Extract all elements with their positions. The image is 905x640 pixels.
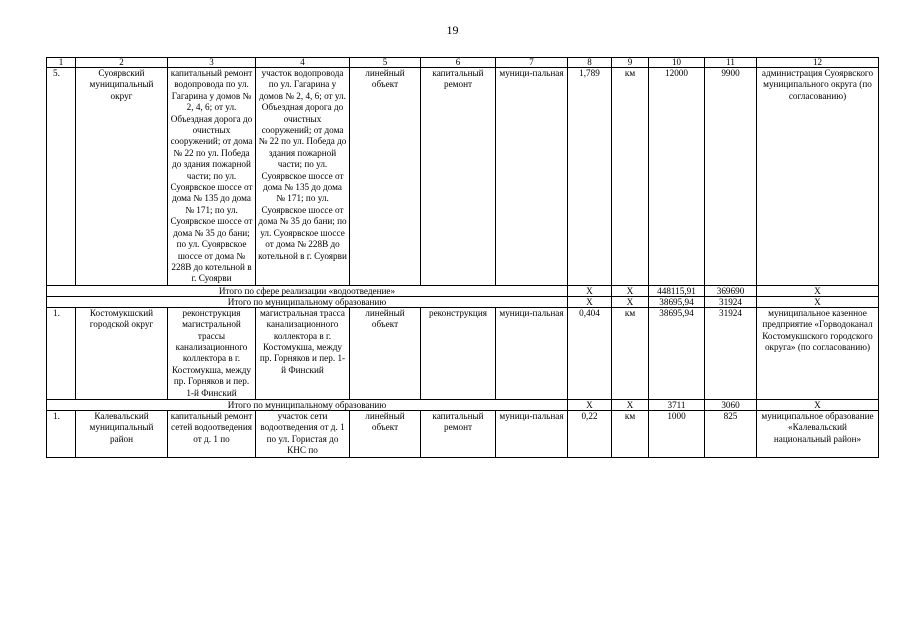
col-header: 8 [568, 58, 612, 68]
total-cell: Х [757, 285, 879, 296]
municipality-cell: Калевальский муниципальный район [76, 410, 168, 457]
total-cell: Х [757, 296, 879, 307]
row-number: 1. [47, 410, 76, 457]
row-number: 1. [47, 307, 76, 399]
municipality-cell: Костомукшский городской округ [76, 307, 168, 399]
total-cell: Х [568, 285, 612, 296]
col-header: 11 [705, 58, 757, 68]
object-type-cell: линейный объект [350, 307, 421, 399]
col-header: 12 [757, 58, 879, 68]
total-row [47, 296, 879, 307]
ownership-cell: муници-пальная [496, 410, 568, 457]
table-row [47, 307, 879, 399]
object-cell: магистральная трасса канализационного коллектора в г. Костомукша, между пр. Горняков и пер. 1-й Финский [256, 307, 350, 399]
col-header: 2 [76, 58, 168, 68]
total-cell: 31924 [705, 296, 757, 307]
total-row [47, 285, 879, 296]
total-row [47, 399, 879, 410]
total-cell: 448115,91 [649, 285, 705, 296]
col-header: 4 [256, 58, 350, 68]
total-cell: Х [757, 399, 879, 410]
total-cell: Х [612, 399, 649, 410]
unit-cell: км [612, 307, 649, 399]
table-row [47, 68, 879, 286]
work-type-cell: реконструкция [421, 307, 496, 399]
page-number: 19 [446, 23, 459, 37]
total-label: Итого по муниципальному образованию [47, 296, 568, 307]
length-cell: 0,404 [568, 307, 612, 399]
total-cell: 3060 [705, 399, 757, 410]
work-type-cell: капитальный ремонт [421, 410, 496, 457]
object-type-cell: линейный объект [350, 68, 421, 286]
total-label: Итого по муниципальному образованию [47, 399, 568, 410]
subsidy-cell: 825 [705, 410, 757, 457]
municipality-cell: Суоярвский муниципальный округ [76, 68, 168, 286]
object-cell: участок водопровода по ул. Гагарина у домов № 2, 4, 6; от ул. Объездная дорога до очистных сооружений; от дома № 22 по ул. Победа до здания пожарной части; по ул. Суоярвское шоссе от дома № 135 до дома № 171; по ул. Суоярвское шоссе от дома № 35 до бани; по ул. Суоярвское шоссе от дома № 228В до котельной в г. Суоярви [256, 68, 350, 286]
object-cell: участок сети водоотведения от д. 1 по ул. Гористая до КНС по [256, 410, 350, 457]
unit-cell: км [612, 410, 649, 457]
cost-cell: 1000 [649, 410, 705, 457]
unit-cell: км [612, 68, 649, 286]
cost-cell: 38695,94 [649, 307, 705, 399]
total-cell: Х [612, 296, 649, 307]
total-label: Итого по сфере реализации «водоотведение» [47, 285, 568, 296]
row-number: 5. [47, 68, 76, 286]
total-cell: Х [568, 399, 612, 410]
length-cell: 0,22 [568, 410, 612, 457]
subsidy-cell: 9900 [705, 68, 757, 286]
col-header: 3 [168, 58, 256, 68]
measure-cell: капитальный ремонт сетей водоотведения от д. 1 по [168, 410, 256, 457]
measure-cell: капитальный ремонт водопровода по ул. Гагарина у домов № 2, 4, 6; от ул. Объездная дорога до очистных сооружений; от дома № 22 по ул. Победа до здания пожарной части; по ул. Суоярвское шоссе от дома № 135 до дома № 171; по ул. Суоярвское шоссе от дома № 35 до бани; по ул. Суоярвское шоссе от дома № 228В до котельной в г. Суоярви [168, 68, 256, 286]
column-number-row [47, 58, 879, 68]
col-header: 9 [612, 58, 649, 68]
work-type-cell: капитальный ремонт [421, 68, 496, 286]
col-header: 5 [350, 58, 421, 68]
total-cell: 38695,94 [649, 296, 705, 307]
responsible-cell: муниципальное образование «Калевальский национальный район» [757, 410, 879, 457]
total-cell: 369690 [705, 285, 757, 296]
col-header: 7 [496, 58, 568, 68]
responsible-cell: администрация Суоярвского муниципального округа (по согласованию) [757, 68, 879, 286]
total-cell: 3711 [649, 399, 705, 410]
total-cell: Х [612, 285, 649, 296]
col-header: 6 [421, 58, 496, 68]
responsible-cell: муниципальное казенное предприятие «Горводоканал Костомукшского городского округа» (по согласованию) [757, 307, 879, 399]
table-row [47, 410, 879, 457]
measure-cell: реконструкция магистральной трассы канализационного коллектора в г. Костомукша, между пр. Горняков и пер. 1-й Финский [168, 307, 256, 399]
ownership-cell: муници-пальная [496, 68, 568, 286]
length-cell: 1,789 [568, 68, 612, 286]
col-header: 1 [47, 58, 76, 68]
total-cell: Х [568, 296, 612, 307]
subsidy-cell: 31924 [705, 307, 757, 399]
cost-cell: 12000 [649, 68, 705, 286]
object-type-cell: линейный объект [350, 410, 421, 457]
ownership-cell: муници-пальная [496, 307, 568, 399]
investment-table [46, 57, 879, 458]
col-header: 10 [649, 58, 705, 68]
